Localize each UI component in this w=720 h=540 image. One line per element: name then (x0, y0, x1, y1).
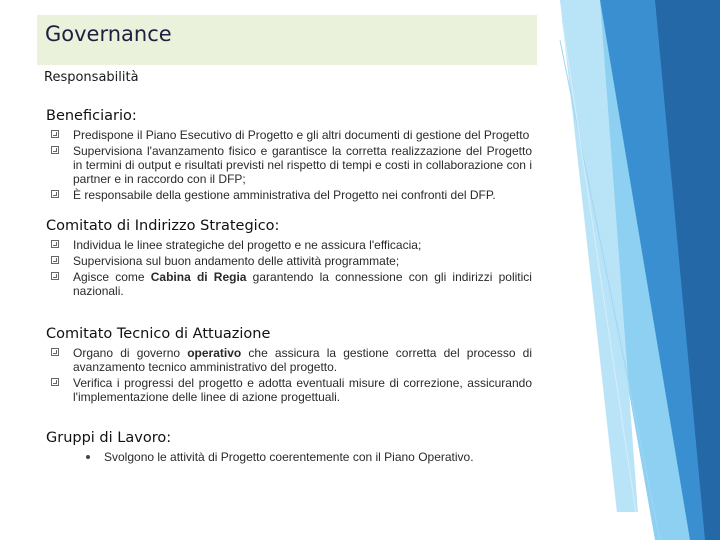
section-heading-comitato-indirizzo: Comitato di Indirizzo Strategico: (46, 218, 280, 234)
list-item: Supervisiona l'avanzamento fisico e garantisce la corretta realizzazione del Progetto in termini di output e risultati previsti nel rispetto di tempi e costi in collaborazione con i partner e in raccordo con il DFP; (46, 144, 532, 186)
checkbox-bullet-icon (51, 190, 59, 198)
list-item: Verifica i progressi del progetto e adotta eventuali misure di correzione, assicurando l'implementazione delle linee di azione progettuali. (46, 376, 532, 404)
deco-shape-mid (600, 0, 720, 540)
section-heading-gruppi-lavoro: Gruppi di Lavoro: (46, 430, 172, 446)
section-heading-comitato-tecnico: Comitato Tecnico di Attuazione (46, 326, 271, 342)
deco-line-1 (560, 40, 660, 540)
list-item: Individua le linee strategiche del progetto e ne assicura l'efficacia; (46, 238, 532, 252)
list-item: Predispone il Piano Esecutivo di Progetto e gli altri documenti di gestione del Progetto (46, 128, 532, 142)
section-list-comitato-tecnico (46, 346, 532, 404)
slide-subtitle: Responsabilità (44, 70, 139, 85)
list-item: Supervisiona sul buon andamento delle attività programmate; (46, 254, 532, 268)
checkbox-bullet-icon (51, 240, 59, 248)
section-list-comitato-indirizzo (46, 238, 532, 298)
checkbox-bullet-icon (51, 348, 59, 356)
list-item: Agisce come Cabina di Regia garantendo la connessione con gli indirizzi politici nazionali. (46, 270, 532, 298)
deco-shape-light (560, 0, 720, 540)
list-item: Organo di governo operativo che assicura la gestione corretta del processo di avanzamento tecnico amministrativo del progetto. (46, 346, 532, 374)
slide-title: Governance (45, 22, 172, 46)
deco-white-block (0, 512, 640, 540)
section-list-gruppi-lavoro (46, 450, 532, 464)
list-item: È responsabile della gestione amministrativa del Progetto nei confronti del DFP. (46, 188, 532, 202)
list-item: Svolgono le attività di Progetto coerentemente con il Piano Operativo. (46, 450, 532, 464)
checkbox-bullet-icon (51, 146, 59, 154)
checkbox-bullet-icon (51, 378, 59, 386)
checkbox-bullet-icon (51, 256, 59, 264)
content-area (46, 108, 532, 464)
deco-shape-dark (655, 0, 720, 540)
deco-shape-pale (560, 0, 640, 540)
checkbox-bullet-icon (51, 272, 59, 280)
deco-line-2 (562, 20, 640, 540)
title-bar (37, 15, 537, 65)
section-heading-beneficiario: Beneficiario: (46, 108, 137, 124)
section-list-beneficiario (46, 128, 532, 202)
bullet-dot-icon (86, 455, 90, 459)
checkbox-bullet-icon (51, 130, 59, 138)
